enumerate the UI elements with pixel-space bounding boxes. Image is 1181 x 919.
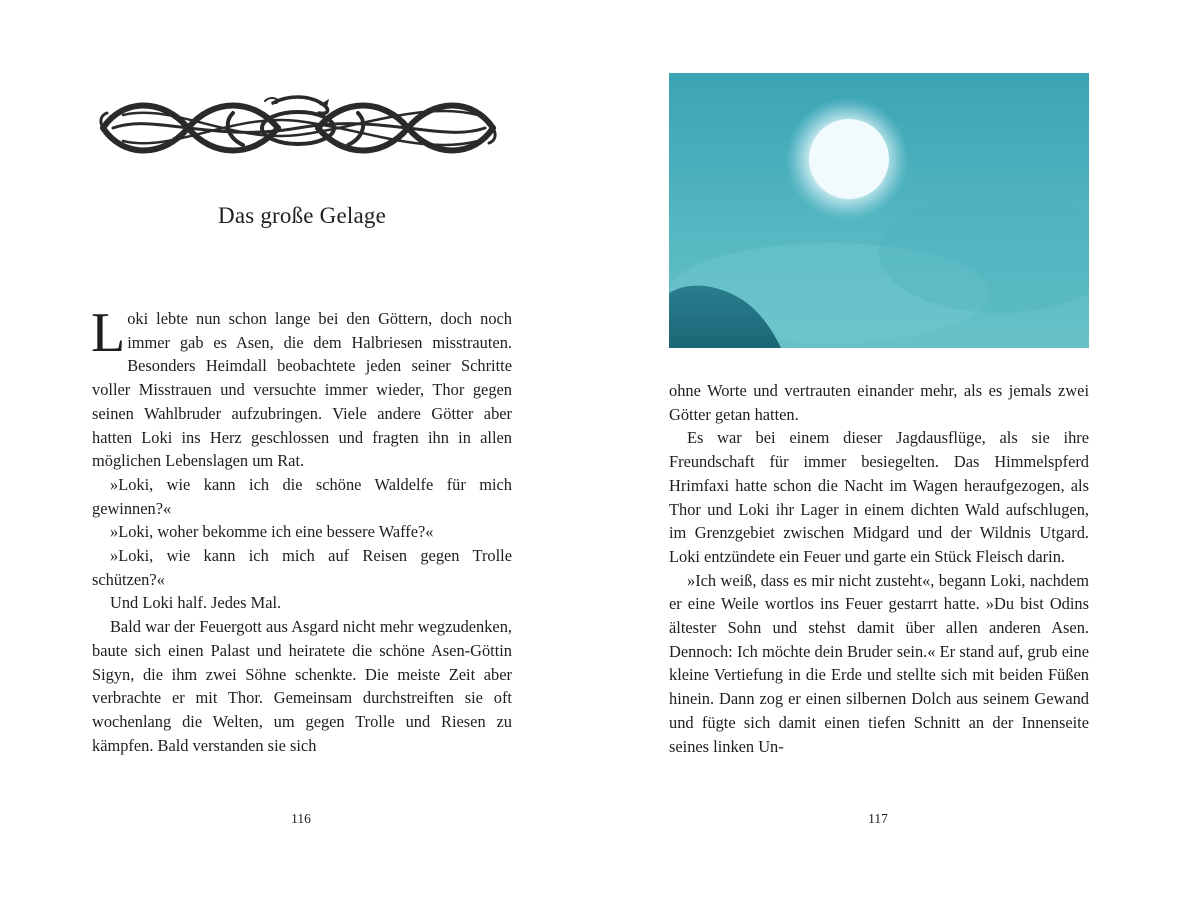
paragraph: »Loki, woher bekomme ich eine bessere Waffe?« bbox=[110, 522, 434, 542]
paragraph: Es war bei einem dieser Jagdausflüge, als sie ihre Freundschaft für immer besiegelten. Das Himmelspferd Hrimfaxi hatte schon die Nacht im Wagen heraufgezogen, als Thor und Loki ihr Lager in einem dichten Wald aufschlugen, im Grenzgebiet zwischen Midgard und der Wildnis Utgard. Loki entzündete ein Feuer und garte ein Stück Fleisch darin. bbox=[669, 428, 1089, 566]
paragraph: Bald war der Feuergott aus Asgard nicht mehr wegzudenken, baute sich einen Palast und heiratete die schöne Asen-Göttin Sigyn, die ihm zwei Söhne schenkte. Die meiste Zeit aber verbrachte er mit Thor. Gemeinsam durchstreiften sie oft wochenlang die Welten, um gegen Trolle und Riesen zu kämpfen. Bald verstanden sie sich bbox=[92, 617, 512, 755]
paragraph: »Loki, wie kann ich die schöne Waldelfe für mich gewinnen?« bbox=[92, 474, 512, 518]
paragraph bbox=[91, 302, 512, 473]
right-page bbox=[590, 0, 1181, 919]
moon bbox=[809, 119, 889, 199]
paragraph-text: oki lebte nun schon lange bei den Göttern, doch noch immer gab es Asen, die dem Halbriesen misstrauten. Besonders Heimdall beobachtete jeden seiner Schritte voller Misstrauen und versuchte immer wieder, Thor gegen seinen Wahlbruder aufzubringen. Viele andere Götter aber hatten Loki ins Herz geschlossen und fragten ihn in allen möglichen Lebenslagen um Rat. bbox=[92, 309, 512, 471]
celtic-knot-ornament-icon bbox=[93, 93, 503, 163]
right-body-text bbox=[669, 379, 1089, 758]
page-number: 116 bbox=[291, 811, 311, 826]
paragraph: »Ich weiß, dass es mir nicht zusteht«, begann Loki, nachdem er eine Weile wortlos ins Feuer gestarrt hatte. »Du bist Odins ältester Sohn und stehst damit über allen anderen Asen. Dennoch: Ich möchte dein Bruder sein.« Er stand auf, grub eine kleine Vertiefung in die Erde und stellte sich mit beiden Füßen hinein. Dann zog er einen silbernen Dolch aus seinem Gewand und fügte sich damit einen tiefen Schnitt an der Innenseite seines linken Un- bbox=[669, 570, 1089, 756]
left-page bbox=[0, 0, 590, 919]
paragraph: Und Loki half. Jedes Mal. bbox=[110, 593, 282, 613]
page-number: 117 bbox=[868, 811, 888, 826]
paragraph: »Loki, wie kann ich mich auf Reisen gegen Trolle schützen?« bbox=[92, 546, 512, 589]
left-body-text bbox=[91, 302, 512, 757]
moon-landscape-illustration bbox=[669, 73, 1089, 348]
paragraph: ohne Worte und vertrauten einander mehr, als es jemals zwei Götter getan hatten. bbox=[669, 381, 1089, 424]
drop-cap: L bbox=[91, 302, 126, 364]
chapter-title: Das große Gelage bbox=[218, 203, 386, 228]
